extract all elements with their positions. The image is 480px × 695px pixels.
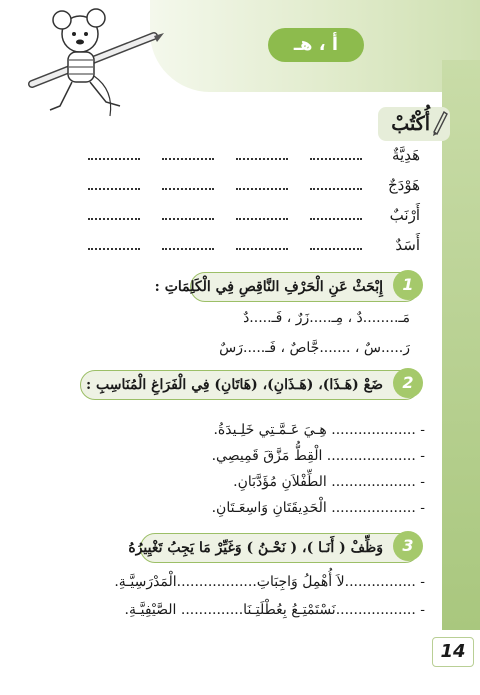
exercise-2-line-1[interactable]: - ................... هِـيَ عَـمَّـتِي خَلِـيدَةُ. (213, 422, 425, 438)
write-blank[interactable] (236, 188, 288, 190)
write-blank[interactable] (162, 158, 214, 160)
write-blank[interactable] (310, 248, 362, 250)
word-2: هَوْدَجٌ (387, 176, 420, 194)
write-blank[interactable] (88, 248, 140, 250)
write-blank[interactable] (236, 218, 288, 220)
write-blank[interactable] (162, 218, 214, 220)
side-strip (442, 60, 480, 630)
write-blank[interactable] (88, 158, 140, 160)
exercise-2-line-4[interactable]: - ................... الْحَدِيقَتَانِ وَاسِعَـتَانِ. (211, 500, 425, 516)
exercise-1-row-1[interactable]: مَـ........دٌ ، مِـ.....زَرٌ ، فَـ.....دٌ (243, 310, 410, 326)
word-3: أَرْنَبٌ (389, 206, 420, 224)
write-label-text: أُكْتُبْ (391, 113, 430, 135)
write-blank[interactable] (88, 188, 140, 190)
exercise-2-line-2[interactable]: - .................... الْقِطُّ مَزَّقَ قَمِيصِي. (211, 448, 425, 464)
write-blank[interactable] (88, 218, 140, 220)
write-blank[interactable] (162, 248, 214, 250)
exercise-1-number: 1 (393, 270, 423, 300)
exercise-2-line-3[interactable]: - ................... الطِّفْلاَنِ مُؤَدَّبَانِ. (233, 474, 425, 490)
write-blank[interactable] (236, 248, 288, 250)
page-number: 14 (432, 637, 474, 667)
exercise-3-header (128, 533, 420, 563)
exercise-3-line-2[interactable]: - ..................نَسْتَمْتِـعُ بِعُطْلَتِـنَا.............. الصَّيْفِيَّـةِ. (124, 602, 425, 618)
exercise-3-instruction: وَظِّفْ ( أَنَـا )، ( نَحْـنُ ) وَغَيِّرْ مَا يَجِبُ تَغْيِيرُهُ (128, 540, 383, 556)
exercise-3-number: 3 (393, 531, 423, 561)
exercise-3-line-1[interactable]: - ................لاَ أُهْمِلُ وَاجِبَاتِ..................الْمَدْرَسِيَّـةِ. (114, 574, 425, 590)
pencil-icon (430, 110, 448, 136)
write-section-label (378, 107, 450, 141)
write-blank[interactable] (162, 188, 214, 190)
write-blank[interactable] (310, 158, 362, 160)
exercise-2-header (80, 370, 420, 400)
word-4: أَسَدٌ (395, 236, 420, 254)
exercise-2-number: 2 (393, 368, 423, 398)
exercise-1-header (154, 272, 420, 302)
write-blank[interactable] (310, 218, 362, 220)
exercise-2-instruction: ضَعْ (هَـذَا)، (هَـذَانِ)، (هَاتَانِ) فِي الْفَرَاغِ الْمُنَاسِبِ : (85, 377, 383, 393)
mouse-mascot-illustration (14, 6, 164, 126)
exercise-1-instruction: إِبْحَثْ عَنِ الْحَرْفِ النَّاقِصِ فِي الْكَلِمَاتِ : (154, 279, 383, 295)
lesson-title: أ ، هـ (268, 28, 364, 62)
write-blank[interactable] (310, 188, 362, 190)
word-1: هَدِيَّةٌ (391, 146, 420, 164)
write-blank[interactable] (236, 158, 288, 160)
exercise-1-row-2[interactable]: رَ.....سٌ ، .......جَّاصٌ ، فَـ.....رَسٌ (219, 340, 410, 356)
